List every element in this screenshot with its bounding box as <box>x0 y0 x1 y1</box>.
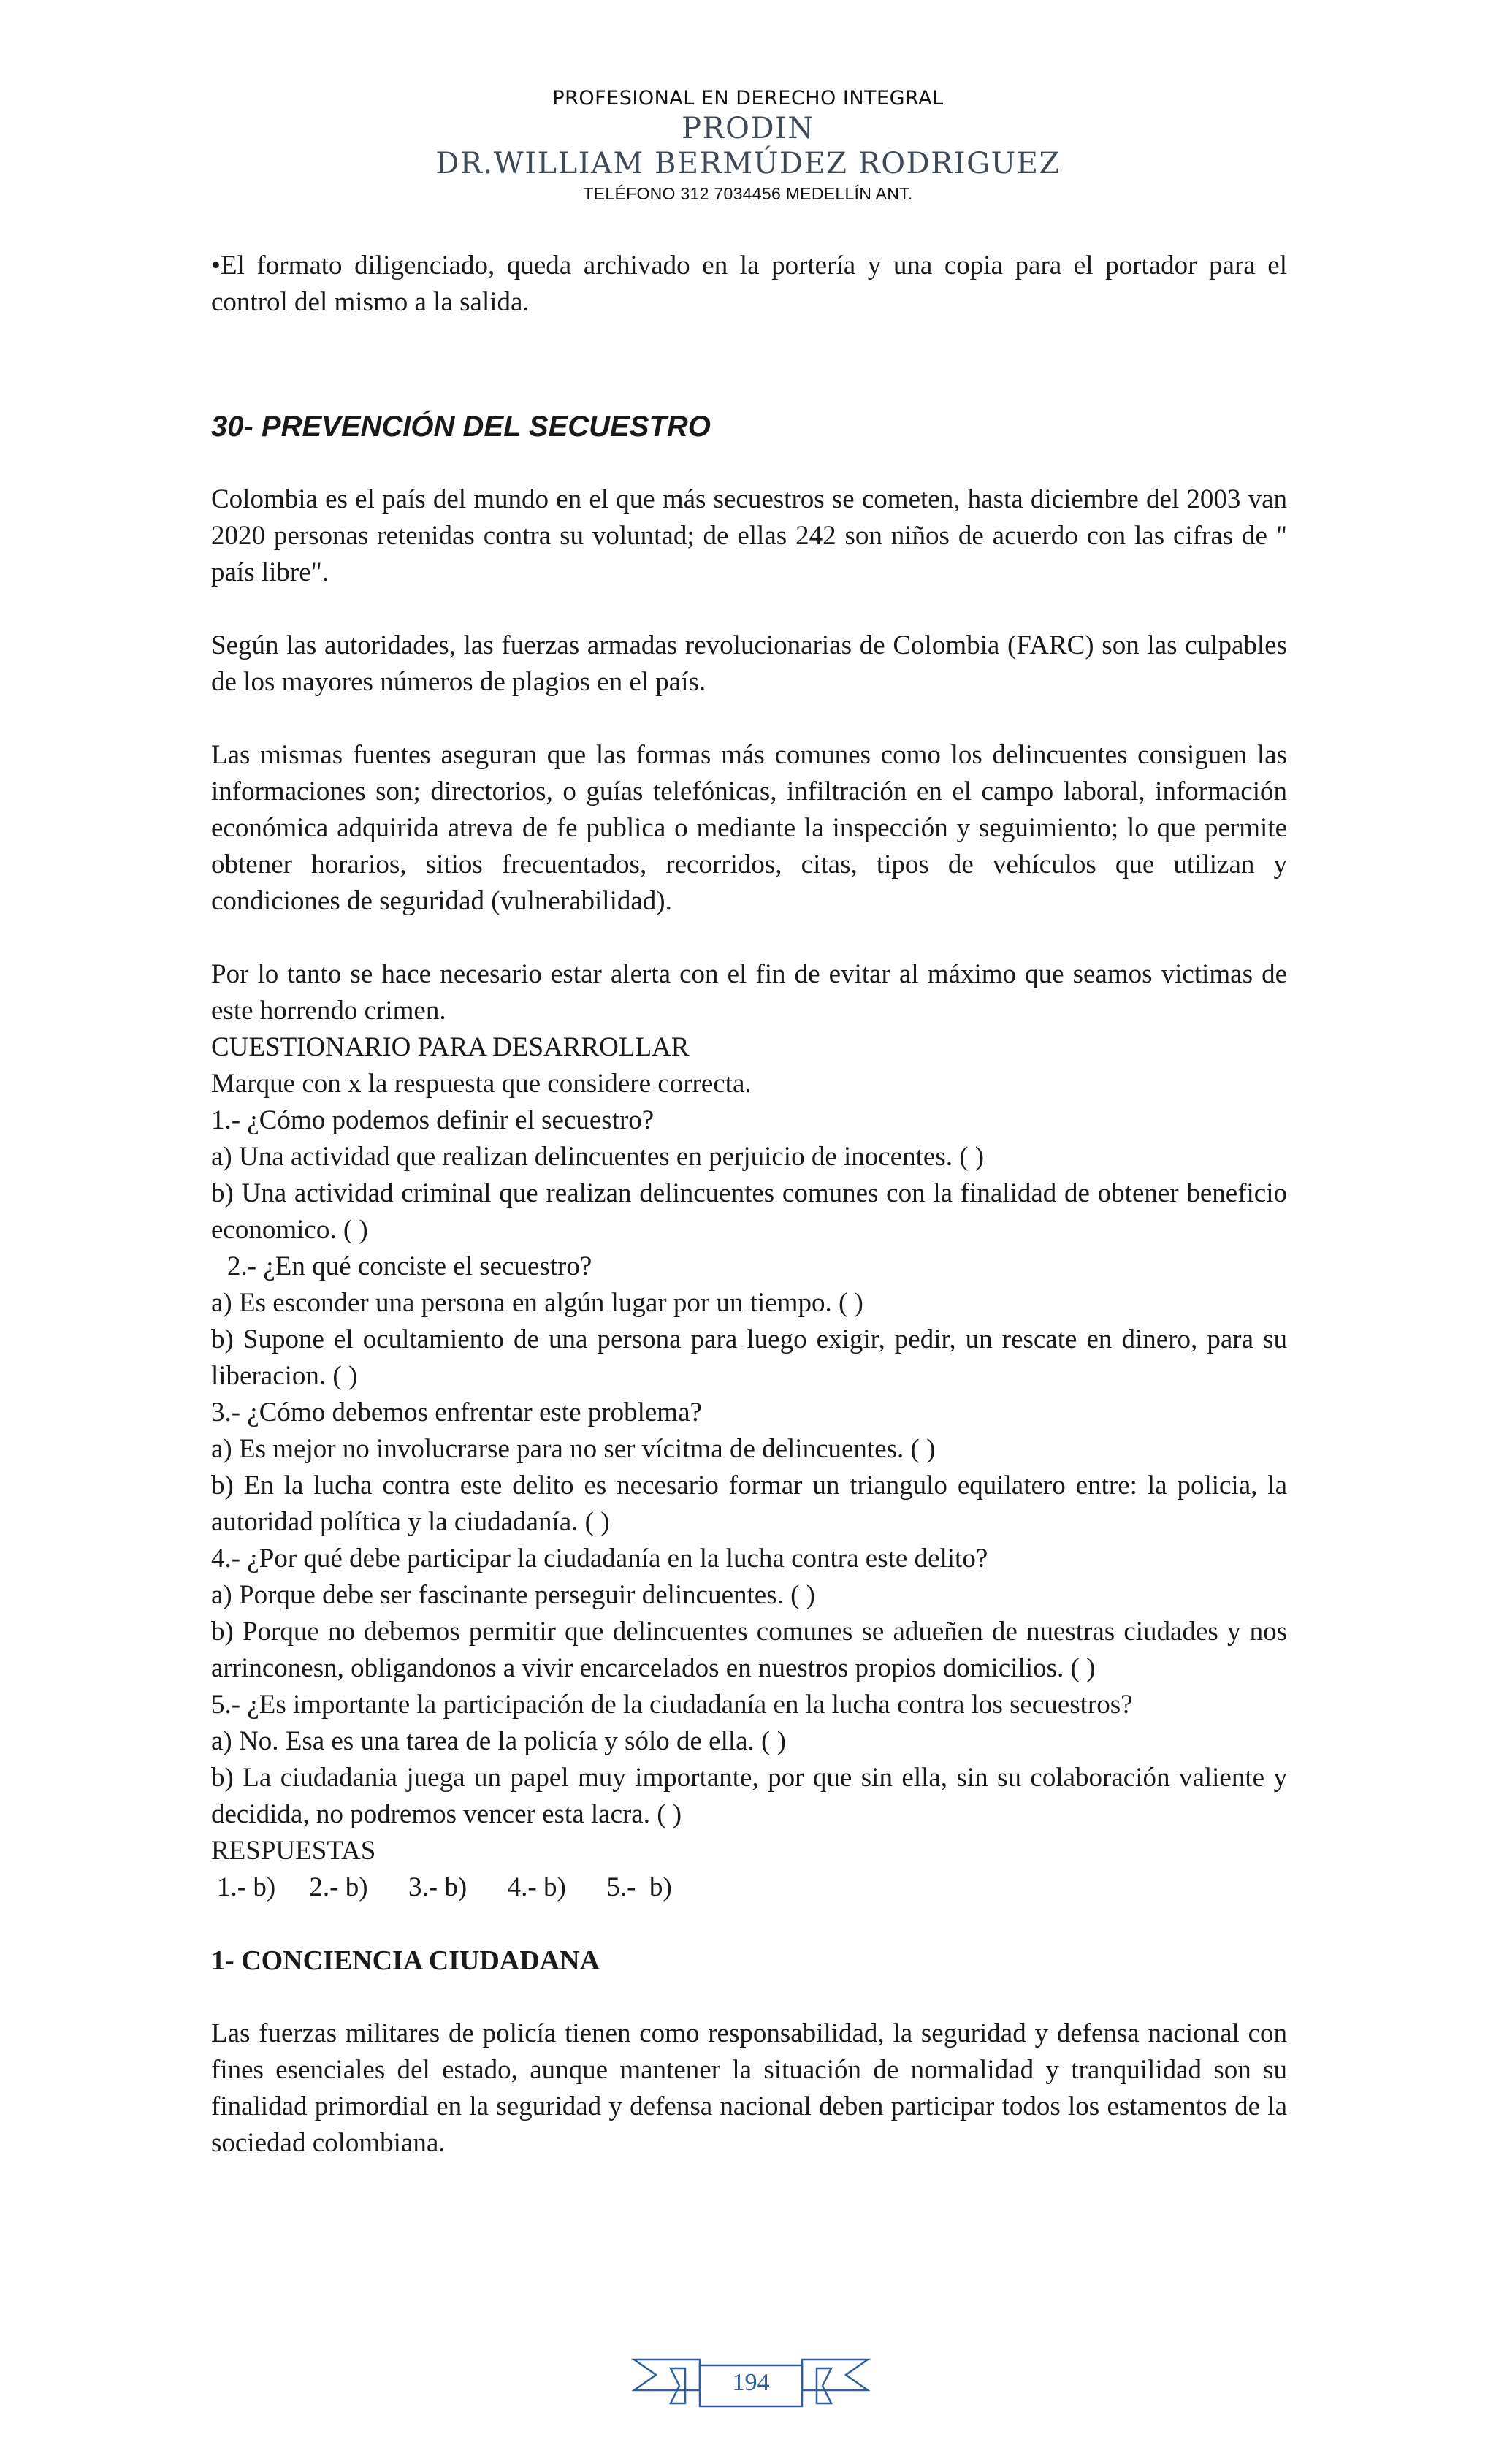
paragraph-autoridades: Según las autoridades, las fuerzas armadas revolucionarias de Colombia (FARC) son las culpables de los mayores números de plagios en el país. <box>211 630 1287 697</box>
header-profession: PROFESIONAL EN DERECHO INTEGRAL <box>552 87 944 110</box>
answers-list: 1.- b) 2.- b) 3.- b) 4.- b) 5.- b) <box>217 1872 672 1902</box>
page-number: 194 <box>732 2369 770 2396</box>
question-5-option-a: a) No. Esa es una tarea de la policía y sólo de ella. ( ) <box>211 1726 786 1756</box>
header-phone: TELÉFONO 312 7034456 MEDELLÍN ANT. <box>583 184 913 203</box>
paragraph-alerta: Por lo tanto se hace necesario estar alerta con el fin de evitar al máximo que seamos victimas de este horrendo crimen. <box>211 959 1287 1026</box>
section-title-conciencia: 1- CONCIENCIA CIUDADANA <box>211 1945 600 1976</box>
answers-title: RESPUESTAS <box>211 1836 376 1866</box>
question-3-option-a: a) Es mejor no involucrarse para no ser vícitma de delincuentes. ( ) <box>211 1434 936 1464</box>
question-2-option-b: b) Supone el ocultamiento de una persona para luego exigir, pedir, un rescate en dinero, para su liberacion. ( ) <box>211 1324 1287 1391</box>
question-1-option-a: a) Una actividad que realizan delincuentes en perjuicio de inocentes. ( ) <box>211 1142 985 1172</box>
intro-paragraph: •El formato diligenciado, queda archivado en la portería y una copia para el portador para el control del mismo a la salida. <box>211 251 1287 317</box>
paragraph-fuentes: Las mismas fuentes aseguran que las formas más comunes como los delincuentes consiguen las informaciones son; directorios, o guías telefónicas, infiltración en el campo laboral, información económica adquirida atreva de fe publica o mediante la inspección y seguimiento; lo que permite obtener horarios, sitios frecuentados, recorridos, citas, tipos de vehículos que utilizan y condiciones de seguridad (vulnerabilidad). <box>211 740 1287 916</box>
question-1-option-b: b) Una actividad criminal que realizan delincuentes comunes con la finalidad de obtener beneficio economico. ( ) <box>211 1178 1287 1245</box>
question-5: 5.- ¿Es importante la participación de la ciudadanía en la lucha contra los secuestros? <box>211 1690 1133 1720</box>
question-1: 1.- ¿Cómo podemos definir el secuestro? <box>211 1105 654 1135</box>
question-4-option-b: b) Porque no debemos permitir que delincuentes comunes se adueñen de nuestras ciudades y nos arrinconesn, obligandonos a vivir encarcelados en nuestros propios domicilios. ( ) <box>211 1617 1287 1683</box>
question-4-option-a: a) Porque debe ser fascinante perseguir delincuentes. ( ) <box>211 1580 816 1610</box>
header-author-name: DR.WILLIAM BERMÚDEZ RODRIGUEZ <box>435 147 1061 180</box>
question-5-option-b: b) La ciudadania juega un papel muy importante, por que sin ella, sin su colaboración valiente y decidida, no podremos vencer esta lacra. ( ) <box>211 1763 1287 1829</box>
question-2: 2.- ¿En qué conciste el secuestro? <box>227 1251 592 1281</box>
paragraph-fuerzas-militares: Las fuerzas militares de policía tienen como responsabilidad, la seguridad y defensa nacional con fines esenciales del estado, aunque mantener la situación de normalidad y tranquilidad son su finalidad primordial en la seguridad y defensa nacional deben participar todos los estamentos de la sociedad colombiana. <box>211 2018 1287 2158</box>
question-3-option-b: b) En la lucha contra este delito es necesario formar un triangulo equilatero entre: la policia, la autoridad política y la ciudadanía. ( ) <box>211 1471 1287 1537</box>
question-3: 3.- ¿Cómo debemos enfrentar este problema? <box>211 1397 702 1427</box>
paragraph-colombia: Colombia es el país del mundo en el que más secuestros se cometen, hasta diciembre del 2003 van 2020 personas retenidas contra su voluntad; de ellas 242 son niños de acuerdo con las cifras de " país libre". <box>211 484 1287 587</box>
page-header <box>0 86 1496 206</box>
quiz-instruction: Marque con x la respuesta que considere correcta. <box>211 1069 752 1099</box>
section-title-prevencion: 30- PREVENCIÓN DEL SECUESTRO <box>211 411 711 443</box>
quiz-title: CUESTIONARIO PARA DESARROLLAR <box>211 1032 690 1062</box>
question-2-option-a: a) Es esconder una persona en algún lugar por un tiempo. ( ) <box>211 1288 863 1318</box>
header-acronym: PRODIN <box>682 112 814 145</box>
document-body <box>211 248 1287 2162</box>
page-number-ribbon <box>627 2346 875 2427</box>
question-4: 4.- ¿Por qué debe participar la ciudadanía en la lucha contra este delito? <box>211 1544 988 1574</box>
